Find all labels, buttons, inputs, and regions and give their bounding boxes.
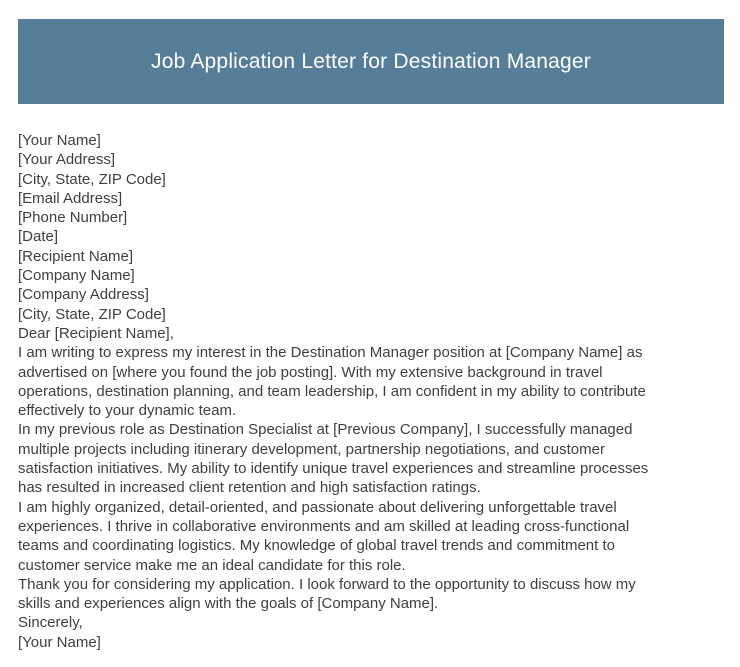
letter-line: operations, destination planning, and team leadership, I am confident in my ability to contribute: [18, 382, 646, 400]
letter-line: [City, State, ZIP Code]: [18, 170, 166, 188]
letter-line: I am highly organized, detail-oriented, and passionate about delivering unforgettable travel: [18, 498, 617, 516]
letter-line: Sincerely,: [18, 614, 83, 632]
letter-line: advertised on [where you found the job posting]. With my extensive background in travel: [18, 363, 603, 381]
letter-line: skills and experiences align with the goals of [Company Name].: [18, 595, 439, 613]
letter-line: experiences. I thrive in collaborative environments and am skilled at leading cross-functional: [18, 517, 630, 535]
letter-line: [City, State, ZIP Code]: [18, 305, 166, 323]
letter-line: satisfaction initiatives. My ability to identify unique travel experiences and streamline processes: [18, 460, 649, 478]
letter-line: [Your Address]: [18, 151, 116, 169]
letter-line: multiple projects including itinerary development, partnership negotiations, and customer: [18, 440, 605, 458]
letter-line: In my previous role as Destination Specialist at [Previous Company], I successfully managed: [18, 421, 633, 439]
page-title: Job Application Letter for Destination Manager: [151, 49, 591, 73]
letter-line: [Date]: [18, 228, 59, 246]
letter-line: [Company Name]: [18, 267, 135, 285]
letter-line: [Your Name]: [18, 132, 101, 149]
letter-line: [Email Address]: [18, 189, 123, 207]
letter-line: [Your Name]: [18, 633, 101, 651]
letter-line: [Recipient Name]: [18, 247, 134, 265]
letter-line: Thank you for considering my application. I look forward to the opportunity to discuss how my: [18, 575, 636, 593]
letter-line: customer service make me an ideal candidate for this role.: [18, 556, 406, 574]
letter-line: [Phone Number]: [18, 209, 128, 227]
letter-line: [Company Address]: [18, 286, 149, 304]
letter-line: Dear [Recipient Name],: [18, 324, 174, 342]
letter-line: teams and coordinating logistics. My knowledge of global travel trends and commitment to: [18, 537, 615, 555]
title-banner: [18, 19, 724, 104]
letter-line: I am writing to express my interest in the Destination Manager position at [Company Name] as: [18, 344, 643, 362]
letter-body: [18, 131, 725, 652]
letter-line: has resulted in increased client retention and high satisfaction ratings.: [18, 479, 481, 497]
letter-line: effectively to your dynamic team.: [18, 402, 237, 420]
